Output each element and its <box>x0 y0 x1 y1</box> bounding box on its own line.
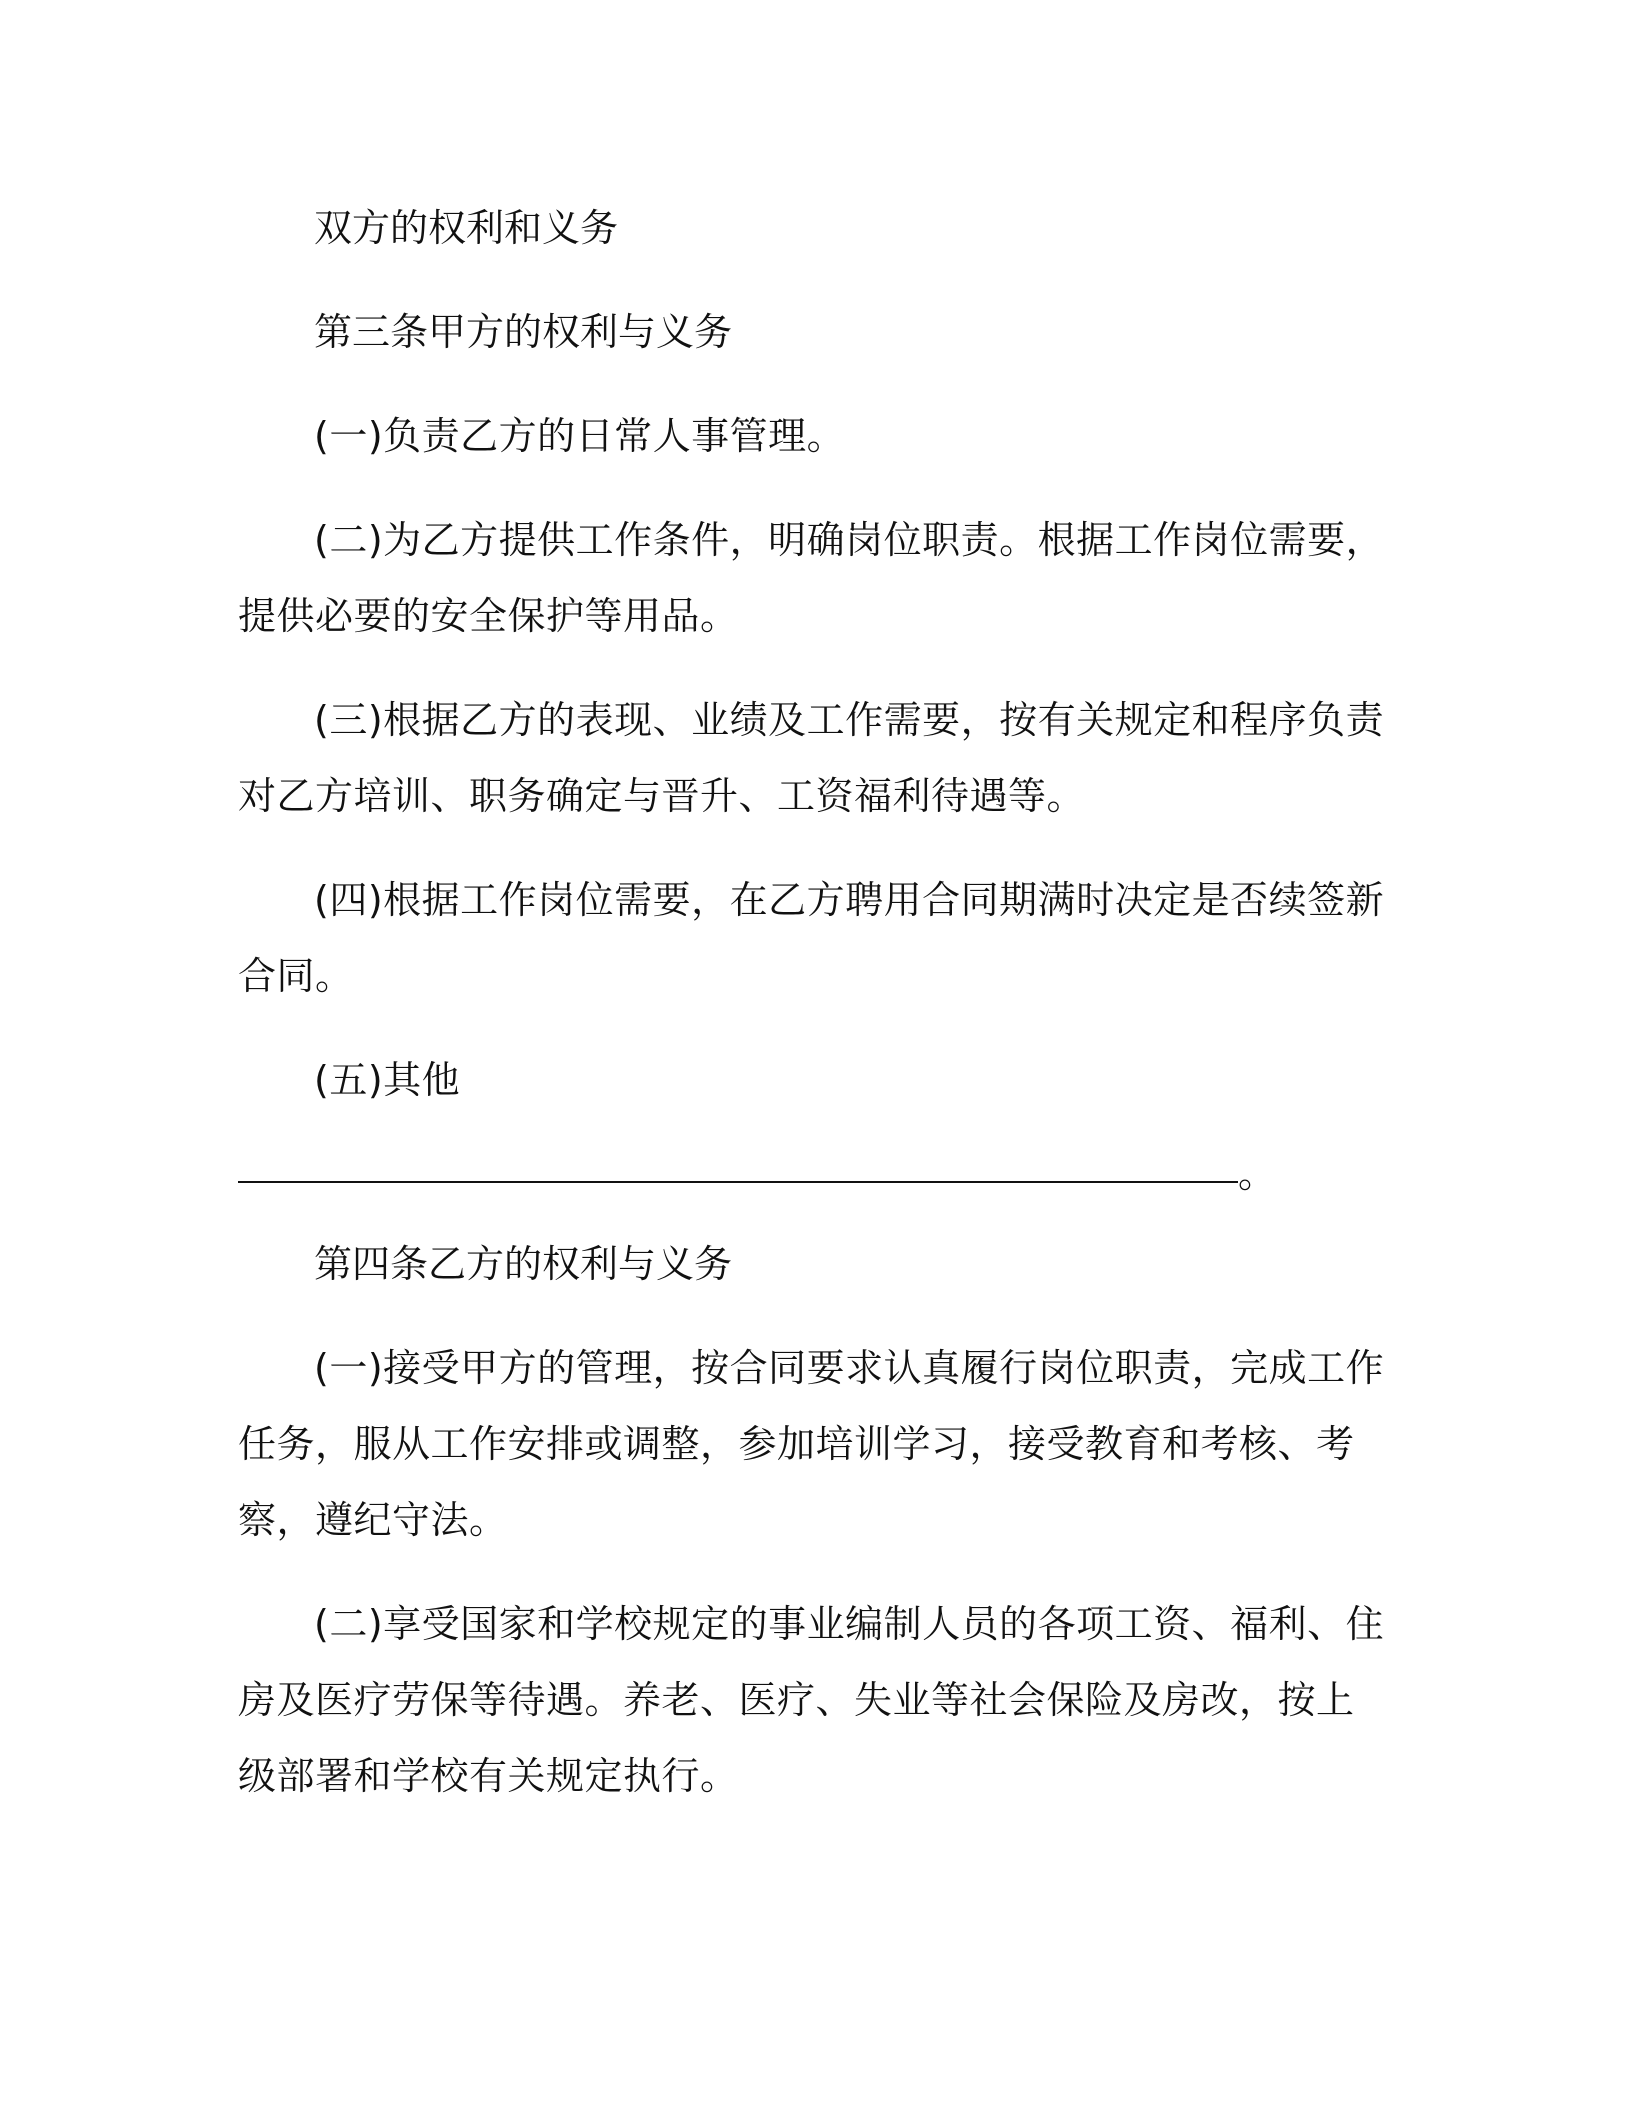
article-3-heading: 第三条甲方的权利与义务 <box>314 310 733 354</box>
fill-in-blank-line <box>238 1136 1388 1212</box>
article-3-item-4: (四)根据工作岗位需要，在乙方聘用合同期满时决定是否续签新合同。 <box>238 878 1385 998</box>
article-3-item-1: (一)负责乙方的日常人事管理。 <box>314 414 846 458</box>
blank-underline <box>238 1181 1238 1183</box>
article-4-heading: 第四条乙方的权利与义务 <box>314 1242 733 1286</box>
article-4-item-2: (二)享受国家和学校规定的事业编制人员的各项工资、福利、住房及医疗劳保等待遇。养老、医疗、失业等社会保险及房改，按上级部署和学校有关规定执行。 <box>238 1602 1385 1798</box>
article-4-item-1: (一)接受甲方的管理，按合同要求认真履行岗位职责，完成工作任务，服从工作安排或调整，参加培训学习，接受教育和考核、考察，遵纪守法。 <box>238 1346 1385 1542</box>
article-3-item-2: (二)为乙方提供工作条件，明确岗位职责。根据工作岗位需要，提供必要的安全保护等用品。 <box>238 518 1385 638</box>
blank-line-end-punctuation: 。 <box>1238 1152 1277 1196</box>
article-3-item-3: (三)根据乙方的表现、业绩及工作需要，按有关规定和程序负责对乙方培训、职务确定与晋升、工资福利待遇等。 <box>238 698 1385 818</box>
document-body <box>238 190 1388 1842</box>
section-title: 双方的权利和义务 <box>314 206 619 250</box>
article-3-item-5: (五)其他 <box>314 1058 461 1102</box>
